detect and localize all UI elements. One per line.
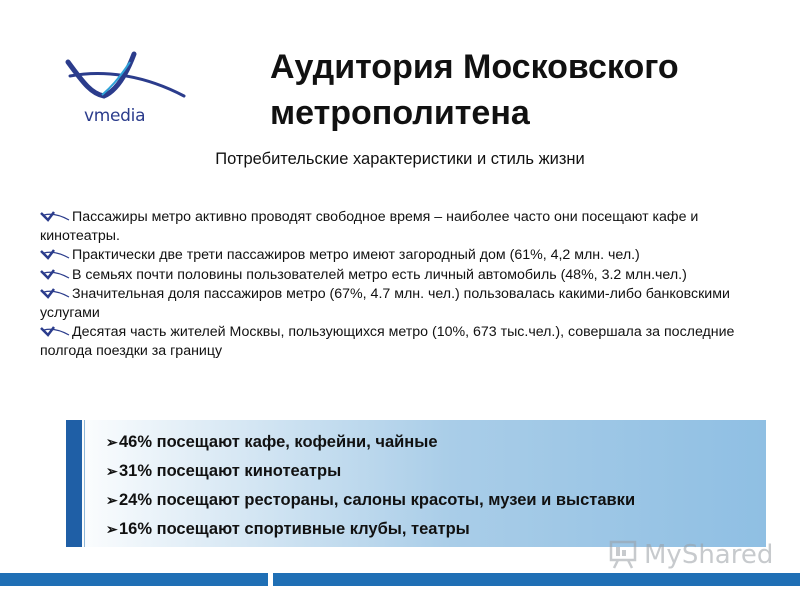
bullet-text: Десятая часть жителей Москвы, пользующихся метро (10%, 673 тыс.чел.), совершала за последние полгода поездки за границу [40, 324, 735, 360]
vmedia-logo-icon [62, 50, 187, 110]
watermark-text: MyShared [644, 540, 774, 570]
highlight-item [106, 515, 635, 544]
arrow-icon: ➢ [106, 521, 118, 537]
page-title: Аудитория Московского метрополитена [270, 48, 679, 132]
arrow-icon: ➢ [106, 492, 118, 508]
list-item [40, 323, 760, 361]
checkmark-icon [40, 210, 70, 222]
highlight-item [106, 457, 635, 486]
arrow-icon: ➢ [106, 463, 118, 479]
footer-bar-left [0, 573, 268, 586]
checkmark-icon [40, 248, 70, 260]
arrow-icon: ➢ [106, 434, 118, 450]
watermark [608, 538, 774, 572]
list-item [40, 246, 760, 265]
panel-divider [84, 420, 85, 547]
logo-text: vmedia [84, 106, 146, 126]
bullet-text: Пассажиры метро активно проводят свободное время – наиболее часто они посещают кафе и кинотеатры. [40, 209, 699, 245]
list-item [40, 285, 760, 323]
highlight-text: 46% посещают кафе, кофейни, чайные [119, 433, 438, 451]
highlight-item [106, 428, 635, 457]
bullet-text: Практически две трети пассажиров метро имеют загородный дом (61%, 4,2 млн. чел.) [72, 247, 640, 264]
highlight-text: 31% посещают кинотеатры [119, 462, 342, 480]
presentation-board-icon [608, 538, 640, 570]
checkmark-icon [40, 287, 70, 299]
checkmark-icon [40, 325, 70, 337]
vmedia-logo [62, 50, 187, 130]
list-item [40, 266, 760, 285]
panel-accent-bar [66, 420, 82, 547]
footer-bar-right [273, 573, 800, 586]
page-subtitle: Потребительские характеристики и стиль жизни [215, 150, 585, 168]
highlight-item [106, 486, 635, 515]
highlight-text: 24% посещают рестораны, салоны красоты, музеи и выставки [119, 491, 636, 509]
bullet-text: Значительная доля пассажиров метро (67%, 4.7 млн. чел.) пользовалась какими-либо банковскими услугами [40, 285, 730, 322]
highlight-list [106, 428, 635, 544]
bullet-list [40, 208, 760, 362]
list-item [40, 208, 760, 246]
checkmark-icon [40, 268, 70, 280]
bullet-text: В семьях почти половины пользователей метро есть личный автомобиль (48%, 3.2 млн.чел.) [72, 266, 687, 283]
highlight-text: 16% посещают спортивные клубы, театры [119, 520, 470, 538]
